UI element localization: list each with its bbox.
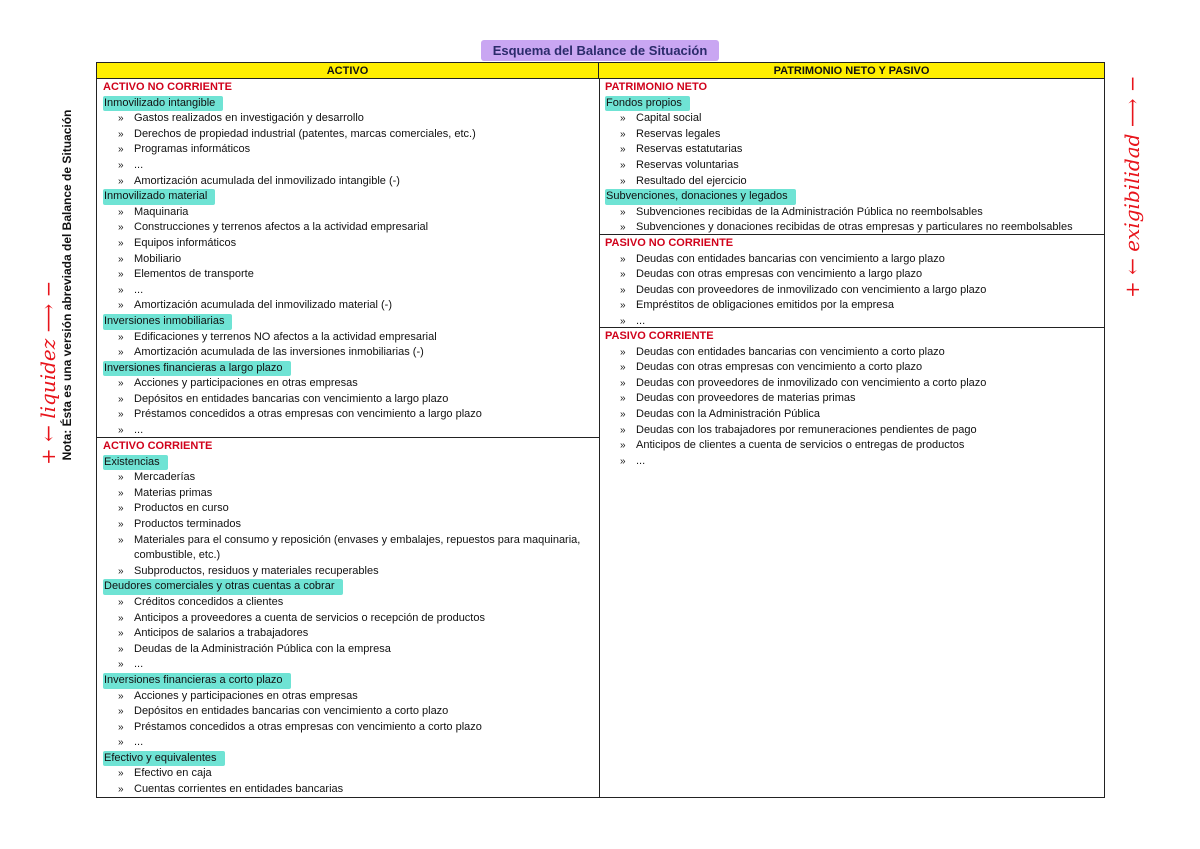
bullet-icon: » — [118, 487, 124, 499]
divider-patrimonio — [599, 234, 1104, 235]
subgroup-label: Efectivo y equivalentes — [103, 751, 225, 767]
list-item-text: Reservas voluntarias — [636, 158, 739, 171]
list-item-text: ... — [134, 158, 144, 171]
list-item — [103, 345, 597, 361]
list-item — [103, 330, 597, 346]
subgroup-label: Existencias — [103, 455, 168, 471]
list-item — [103, 657, 597, 673]
bullet-icon: » — [620, 393, 626, 405]
list-item-text: Empréstitos de obligaciones emitidos por la empresa — [636, 299, 895, 312]
bullet-icon: » — [118, 472, 124, 484]
bullet-icon: » — [118, 612, 124, 624]
list-item — [103, 252, 597, 268]
list-item-text: Deudas con proveedores de inmovilizado con vencimiento a largo plazo — [636, 283, 987, 296]
list-item-text: Acciones y participaciones en otras empresas — [134, 689, 358, 702]
list-item-text: Materias primas — [134, 486, 213, 499]
list-item-text: ... — [134, 424, 144, 437]
bullet-icon: » — [620, 424, 626, 436]
list-item — [103, 298, 597, 314]
list-item-text: Amortización acumulada del inmovilizado intangible (-) — [134, 174, 400, 187]
bullet-icon: » — [118, 768, 124, 780]
section-title: ACTIVO NO CORRIENTE — [103, 81, 232, 93]
bullet-icon: » — [118, 237, 124, 249]
list-item-text: Productos en curso — [134, 502, 229, 515]
subgroup — [103, 189, 597, 314]
list-item — [605, 252, 1102, 268]
subgroup — [103, 96, 597, 190]
bullet-icon: » — [118, 206, 124, 218]
bullet-icon: » — [620, 284, 626, 296]
bullet-icon: » — [118, 393, 124, 405]
subgroup-label: Inversiones financieras a corto plazo — [103, 673, 291, 689]
bullet-icon: » — [620, 144, 626, 156]
list-item-text: Capital social — [636, 112, 702, 125]
list-item-text: Maquinaria — [134, 205, 189, 218]
list-item — [103, 376, 597, 392]
bullet-icon: » — [620, 315, 626, 327]
list-item — [103, 111, 597, 127]
list-item — [103, 642, 597, 658]
bullet-icon: » — [118, 565, 124, 577]
list-item-text: Equipos informáticos — [134, 236, 237, 249]
list-item — [103, 766, 597, 782]
list-item — [605, 111, 1102, 127]
list-item — [605, 205, 1102, 221]
bullet-icon: » — [118, 347, 124, 359]
subgroup-label: Inmovilizado intangible — [103, 96, 223, 112]
list-item — [103, 735, 597, 751]
section-activo-corriente — [103, 439, 597, 798]
list-item — [605, 127, 1102, 143]
bullet-icon: » — [620, 408, 626, 420]
list-item — [605, 360, 1102, 376]
list-item-text: Préstamos concedidos a otras empresas con vencimiento a largo plazo — [134, 408, 482, 421]
list-item-text: Gastos realizados en investigación y desarrollo — [134, 112, 364, 125]
list-item-text: Construcciones y terrenos afectos a la actividad empresarial — [134, 221, 429, 234]
subgroup — [103, 361, 597, 439]
list-item-text: Préstamos concedidos a otras empresas con vencimiento a corto plazo — [134, 720, 482, 733]
subgroup-label: Deudores comerciales y otras cuentas a cobrar — [103, 579, 343, 595]
list-item — [605, 158, 1102, 174]
bullet-icon: » — [620, 440, 626, 452]
list-item-text: ... — [134, 658, 144, 671]
list-item-text: Amortización acumulada de las inversiones inmobiliarias (-) — [134, 346, 424, 359]
section-patrimonio-neto — [605, 80, 1102, 236]
side-note: Nota: Ésta es una versión abreviada del Balance de Situación — [60, 109, 74, 461]
bullet-icon: » — [118, 331, 124, 343]
list-item-text: Deudas de la Administración Pública con la empresa — [134, 642, 391, 655]
bullet-icon: » — [118, 159, 124, 171]
bullet-icon: » — [118, 534, 124, 546]
list-item — [103, 486, 597, 502]
bullet-icon: » — [620, 269, 626, 281]
bullet-icon: » — [620, 377, 626, 389]
bullet-icon: » — [118, 721, 124, 733]
list-item — [103, 407, 597, 423]
list-item — [605, 423, 1102, 439]
list-item-text: ... — [134, 736, 144, 749]
bullet-icon: » — [620, 346, 626, 358]
divider-activo — [97, 437, 599, 438]
list-item — [103, 704, 597, 720]
divider-pasivo — [599, 327, 1104, 328]
list-item — [605, 267, 1102, 283]
bullet-icon: » — [118, 284, 124, 296]
bullet-icon: » — [118, 409, 124, 421]
list-item-text: Resultado del ejercicio — [636, 174, 747, 187]
bullet-icon: » — [118, 300, 124, 312]
subgroup — [605, 96, 1102, 190]
list-item-text: Cuentas corrientes en entidades bancarias — [134, 783, 344, 796]
bullet-icon: » — [118, 628, 124, 640]
bullet-icon: » — [620, 222, 626, 234]
list-item — [103, 501, 597, 517]
bullet-icon: » — [620, 206, 626, 218]
list-item-text: Acciones y participaciones en otras empresas — [134, 377, 358, 390]
bullet-icon: » — [620, 362, 626, 374]
list-item-text: Elementos de transporte — [134, 268, 254, 281]
bullet-icon: » — [118, 222, 124, 234]
bullet-icon: » — [118, 503, 124, 515]
bullet-icon: » — [620, 175, 626, 187]
list-item-text: Materiales para el consumo y reposición (envases y embalajes, repuestos para maquinaria, combustible, etc.) — [134, 533, 581, 562]
section-title: PASIVO NO CORRIENTE — [605, 237, 734, 249]
list-item — [605, 438, 1102, 454]
list-item-text: Deudas con los trabajadores por remuneraciones pendientes de pago — [636, 423, 977, 436]
list-item — [103, 611, 597, 627]
list-item-text: Mobiliario — [134, 252, 182, 265]
list-item-text: Mercaderías — [134, 471, 196, 484]
list-item-text: Deudas con otras empresas con vencimiento a corto plazo — [636, 361, 923, 374]
subgroup — [103, 673, 597, 751]
bullet-icon: » — [620, 300, 626, 312]
list-item-text: Efectivo en caja — [134, 767, 212, 780]
list-item-text: Deudas con proveedores de inmovilizado con vencimiento a corto plazo — [636, 376, 987, 389]
bullet-icon: » — [118, 690, 124, 702]
list-item-text: Programas informáticos — [134, 143, 251, 156]
list-item-text: Derechos de propiedad industrial (patentes, marcas comerciales, etc.) — [134, 127, 476, 140]
list-item-text: Depósitos en entidades bancarias con vencimiento a corto plazo — [134, 705, 449, 718]
list-item — [103, 392, 597, 408]
list-item — [605, 142, 1102, 158]
bullet-icon: » — [118, 425, 124, 437]
list-item — [103, 720, 597, 736]
list-item-text: Reservas estatutarias — [636, 143, 743, 156]
list-item — [103, 142, 597, 158]
list-item — [103, 220, 597, 236]
list-item — [103, 626, 597, 642]
bullet-icon: » — [620, 128, 626, 140]
bullet-icon: » — [620, 455, 626, 467]
subgroup — [103, 751, 597, 798]
list-item — [605, 391, 1102, 407]
subgroup-label: Fondos propios — [605, 96, 690, 112]
balance-sheet-table — [96, 62, 1105, 798]
list-item-text: Anticipos a proveedores a cuenta de servicios o recepción de productos — [134, 611, 485, 624]
subgroup — [103, 314, 597, 361]
list-item — [103, 564, 597, 580]
list-item — [605, 283, 1102, 299]
bullet-icon: » — [118, 596, 124, 608]
list-item — [103, 267, 597, 283]
section-title: PATRIMONIO NETO — [605, 81, 708, 93]
section-activo-no-corriente — [103, 80, 597, 439]
list-item — [605, 298, 1102, 314]
list-item — [103, 595, 597, 611]
bullet-icon: » — [118, 784, 124, 796]
list-item-text: Deudas con la Administración Pública — [636, 407, 821, 420]
bullet-icon: » — [118, 175, 124, 187]
list-item-text: ... — [134, 283, 144, 296]
subgroup-label: Inversiones financieras a largo plazo — [103, 361, 291, 377]
section-title: ACTIVO CORRIENTE — [103, 440, 213, 452]
list-item — [103, 470, 597, 486]
bullet-icon: » — [118, 659, 124, 671]
subgroup-label: Inversiones inmobiliarias — [103, 314, 232, 330]
list-item-text: Deudas con entidades bancarias con vencimiento a largo plazo — [636, 252, 945, 265]
section-title: PASIVO CORRIENTE — [605, 330, 714, 342]
list-item — [605, 407, 1102, 423]
list-item — [103, 517, 597, 533]
list-item — [605, 376, 1102, 392]
bullet-icon: » — [118, 706, 124, 718]
list-item-text: Reservas legales — [636, 127, 721, 140]
exigibility-annotation: + ← exigibilidad ⟶ − — [1120, 75, 1144, 298]
list-item — [605, 174, 1102, 190]
column-divider — [599, 79, 600, 797]
bullet-icon: » — [620, 159, 626, 171]
bullet-icon: » — [118, 518, 124, 530]
list-item-text: Créditos concedidos a clientes — [134, 595, 284, 608]
list-item — [103, 158, 597, 174]
list-item — [103, 205, 597, 221]
section-pasivo-corriente — [605, 329, 1102, 469]
bullet-icon: » — [118, 113, 124, 125]
list-item-text: Subvenciones y donaciones recibidas de otras empresas y particulares no reembolsables — [636, 221, 1073, 234]
list-item-text: Amortización acumulada del inmovilizado material (-) — [134, 299, 392, 312]
list-item — [103, 533, 597, 564]
section-pasivo-no-corriente — [605, 236, 1102, 330]
page-title: Esquema del Balance de Situación — [481, 40, 719, 61]
bullet-icon: » — [118, 128, 124, 140]
list-item — [103, 174, 597, 190]
list-item-text: Productos terminados — [134, 517, 241, 530]
list-item-text: ... — [636, 454, 646, 467]
list-item-text: Deudas con otras empresas con vencimiento a largo plazo — [636, 268, 923, 281]
list-item — [103, 689, 597, 705]
list-item-text: Subvenciones recibidas de la Administración Pública no reembolsables — [636, 205, 983, 218]
list-item — [103, 283, 597, 299]
liquidity-annotation: + ← liquidez ⟶ − — [36, 280, 60, 465]
list-item-text: Subproductos, residuos y materiales recuperables — [134, 564, 379, 577]
subgroup-label: Inmovilizado material — [103, 189, 215, 205]
list-item-text: ... — [636, 314, 646, 327]
list-item-text: Depósitos en entidades bancarias con vencimiento a largo plazo — [134, 392, 449, 405]
column-header-patrimonio-pasivo: PATRIMONIO NETO Y PASIVO — [599, 63, 1104, 79]
list-item — [605, 345, 1102, 361]
bullet-icon: » — [118, 737, 124, 749]
list-item — [103, 236, 597, 252]
list-item — [605, 454, 1102, 470]
bullet-icon: » — [118, 378, 124, 390]
subgroup — [605, 189, 1102, 236]
subgroup — [103, 579, 597, 673]
bullet-icon: » — [620, 113, 626, 125]
list-item — [103, 782, 597, 798]
list-item-text: Edificaciones y terrenos NO afectos a la actividad empresarial — [134, 330, 437, 343]
list-item-text: Deudas con entidades bancarias con vencimiento a corto plazo — [636, 345, 945, 358]
list-item-text: Anticipos de salarios a trabajadores — [134, 627, 309, 640]
bullet-icon: » — [118, 253, 124, 265]
subgroup — [103, 455, 597, 580]
list-item — [103, 127, 597, 143]
list-item-text: Deudas con proveedores de materias primas — [636, 392, 856, 405]
column-header-activo: ACTIVO — [97, 63, 599, 79]
bullet-icon: » — [118, 269, 124, 281]
bullet-icon: » — [118, 144, 124, 156]
bullet-icon: » — [620, 253, 626, 265]
subgroup-label: Subvenciones, donaciones y legados — [605, 189, 796, 205]
bullet-icon: » — [118, 643, 124, 655]
list-item-text: Anticipos de clientes a cuenta de servicios o entregas de productos — [636, 439, 965, 452]
